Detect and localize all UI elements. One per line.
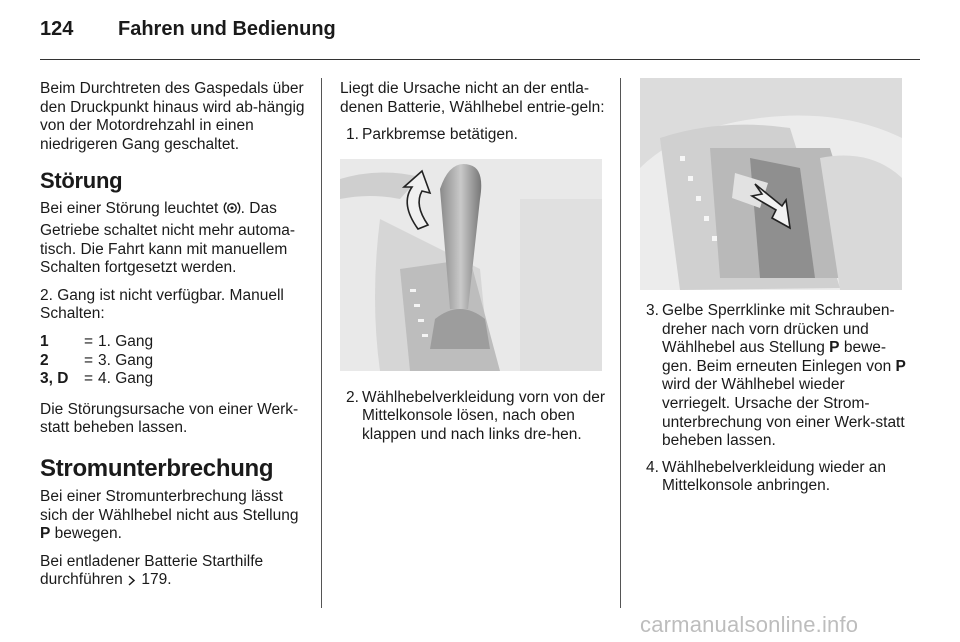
werkstatt-paragraph: Die Störungsursache von einer Werk-statt beheben lassen.	[40, 400, 299, 437]
step-2: 2. Wählhebelverkleidung vorn von der Mittelkonsole lösen, nach oben klappen und nach links dre-hen.	[346, 388, 605, 443]
step-3: 3. Gelbe Sperrklinke mit Schrauben-dreher nach vorn drücken und Wählhebel aus Stellung P bewe-gen. Beim erneuten Einlegen von P wird der Wählhebel wieder verriegelt. Ursache der Strom-unterbrechung von einer Werk-statt beheben lassen.	[646, 302, 906, 450]
gearbox-warning-icon	[223, 200, 241, 222]
gear-row: 1 = 1. Gang	[40, 332, 154, 350]
strom-paragraph: Bei einer Stromunterbrechung lässt sich der Wählhebel nicht aus Stellung P bewegen.	[40, 487, 299, 543]
column-divider-1	[321, 78, 322, 608]
stoerung-heading: Störung	[40, 168, 123, 194]
step-4: 4. Wählhebelverkleidung wieder an Mittelkonsole anbringen.	[646, 458, 887, 495]
gear-table	[40, 333, 308, 389]
step-1: 1. Parkbremse betätigen.	[346, 126, 518, 144]
stoerung-paragraph: Bei einer Störung leuchtet . Das Getriebe schaltet nicht mehr automa-tisch. Die Fahrt kann mit manuellem Schalten fortgesetzt werden.	[40, 200, 296, 277]
gear-lever-figure	[340, 159, 602, 371]
column-divider-2	[620, 78, 621, 608]
column-2	[340, 80, 608, 445]
watermark: carmanualsonline.info	[640, 612, 859, 637]
chapter-title: Fahren und Bedienung	[118, 18, 336, 40]
page-reference-icon[interactable]	[127, 574, 137, 593]
locking-pawl-figure	[640, 78, 902, 290]
column-3	[640, 302, 908, 504]
entriegeln-intro: Liegt die Ursache nicht an der entla-denen Batterie, Wählhebel entrie-geln:	[340, 80, 605, 116]
steps-list	[640, 302, 908, 496]
batterie-paragraph: Bei entladener Batterie Starthilfe durchführen 179.	[40, 553, 308, 593]
column-1	[40, 80, 308, 602]
page-header	[40, 18, 920, 48]
stromunterbrechung-heading: Stromunterbrechung	[40, 454, 274, 482]
gear-row: 3, D = 4. Gang	[40, 370, 154, 388]
intro-paragraph: Beim Durchtreten des Gaspedals über den Druckpunkt hinaus wird ab-hängig von der Motordrehzahl in einen niedrigeren Gang geschaltet.	[40, 80, 305, 153]
gear-row: 2 = 3. Gang	[40, 351, 154, 369]
gang-paragraph: 2. Gang ist nicht verfügbar. Manuell Schalten:	[40, 286, 284, 323]
header-rule	[40, 59, 920, 60]
page-number: 124	[40, 18, 74, 40]
